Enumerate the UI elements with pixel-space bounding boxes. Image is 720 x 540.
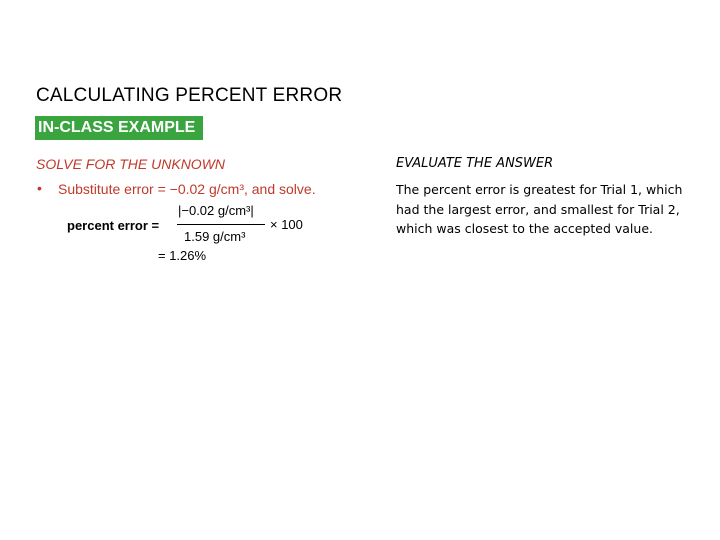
equation-lhs: percent error = xyxy=(67,218,160,233)
banner-label: IN-CLASS EXAMPLE xyxy=(38,119,196,136)
equation-multiplier: × 100 xyxy=(270,217,303,232)
substitute-instruction: Substitute error = −0.02 g/cm³, and solve. xyxy=(58,181,316,197)
in-class-example-banner xyxy=(35,116,203,140)
equation-denominator: 1.59 g/cm³ xyxy=(184,229,246,244)
solve-heading: SOLVE FOR THE UNKNOWN xyxy=(36,156,226,172)
equation-result: = 1.26% xyxy=(158,248,207,263)
equation-numerator: |−0.02 g/cm³| xyxy=(178,203,254,218)
page-title: CALCULATING PERCENT ERROR xyxy=(36,85,343,106)
evaluate-body: The percent error is greatest for Trial 1, which had the largest error, and smallest for Trial 2, which was closest to the accepted value. xyxy=(396,182,683,236)
fraction-bar xyxy=(177,224,265,225)
evaluate-heading: EVALUATE THE ANSWER xyxy=(396,156,554,171)
bullet-icon: • xyxy=(37,180,42,196)
